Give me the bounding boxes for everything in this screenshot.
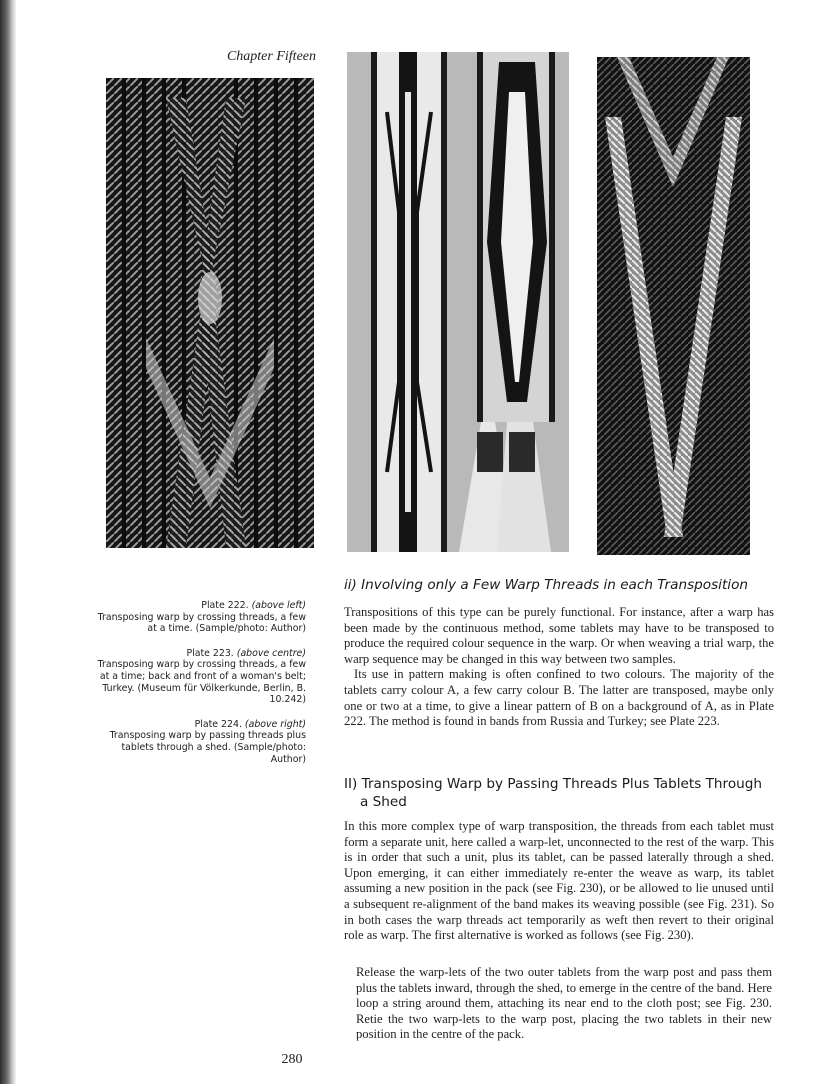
plate-222-photo <box>106 78 314 548</box>
section-II-body <box>344 819 774 944</box>
page-number: 280 <box>281 1052 303 1067</box>
paragraph: In this more complex type of warp transposition, the threads from each tablet must form a separate unit, here called a warp-let, unconnected to the rest of the warp. This is in order that such a unit, plus its tablet, can be passed laterally through a shed. Upon emerging, it can either immediately re-enter the weave as warp, its tablet assuming a new position in the pack (see Fig. 230), or be allowed to lie unused until a subsequent re-alignment of the band makes its weaving possible (see Fig. 231). So in both cases the warp threads act temporarily as weft then revert to their original role as warp. The first alternative is worked as follows (see Fig. 230). <box>344 819 774 943</box>
caption-plate-number: Plate 222. <box>201 600 249 611</box>
section-ii-body <box>344 605 774 730</box>
plate-223-photo <box>347 52 569 552</box>
section-heading-ii: ii) Involving only a Few Warp Threads in each Transposition <box>344 577 749 593</box>
caption-text: Transposing warp by crossing threads, a few at a time; back and front of a woman's belt; Turkey. (Museum für Völkerkunde, Berlin, B. 10.242) <box>97 659 306 706</box>
plate-captions <box>92 600 306 778</box>
caption-plate-223 <box>92 648 306 706</box>
caption-position: (above left) <box>251 600 306 611</box>
heading-line: a Shed <box>360 794 407 810</box>
heading-line: II) Transposing Warp by Passing Threads Plus Tablets Through <box>344 776 762 792</box>
caption-text: Transposing warp by passing threads plus tablets through a shed. (Sample/photo: Author) <box>109 730 306 765</box>
caption-plate-number: Plate 224. <box>194 718 242 730</box>
caption-position: (above right) <box>244 718 306 730</box>
running-head: Chapter Fifteen <box>226 49 316 64</box>
caption-plate-224 <box>92 719 306 765</box>
paragraph: Its use in pattern making is often confined to two colours. The majority of the tablets carry colour A, a few carry colour B. The latter are transposed, maybe only one or two at a time, to give a linear pattern of B on a background of A, as in Plate 222. The method is found in bands from Russia and Turkey; see Plate 223. <box>344 667 774 729</box>
paragraph: Transpositions of this type can be purely functional. For instance, after a warp has been made by the continuous method, some tablets may have to be transposed to produce the required colour sequence in the warp. Or when weaving a trial warp, the warp sequence may be changed in this way between two samples. <box>344 605 774 666</box>
plate-224-photo <box>597 57 750 555</box>
caption-position: (above centre) <box>236 647 306 659</box>
paragraph: Release the warp-lets of the two outer tablets from the warp post and pass them plus the tablets inward, through the shed, to emerge in the centre of the band. Here loop a string around them, attaching its near end to the cloth post; see Fig. 230. Retie the two warp-lets to the warp post, placing the two tablets in their new position in the centre of the pack. <box>356 965 772 1042</box>
caption-plate-222 <box>92 600 306 635</box>
caption-text: Transposing warp by crossing threads, a few at a time. (Sample/photo: Author) <box>97 611 306 635</box>
section-heading-II <box>344 775 780 811</box>
caption-plate-number: Plate 223. <box>186 647 234 659</box>
page-binding-shadow <box>0 0 16 1084</box>
instruction-paragraph <box>356 965 772 1043</box>
